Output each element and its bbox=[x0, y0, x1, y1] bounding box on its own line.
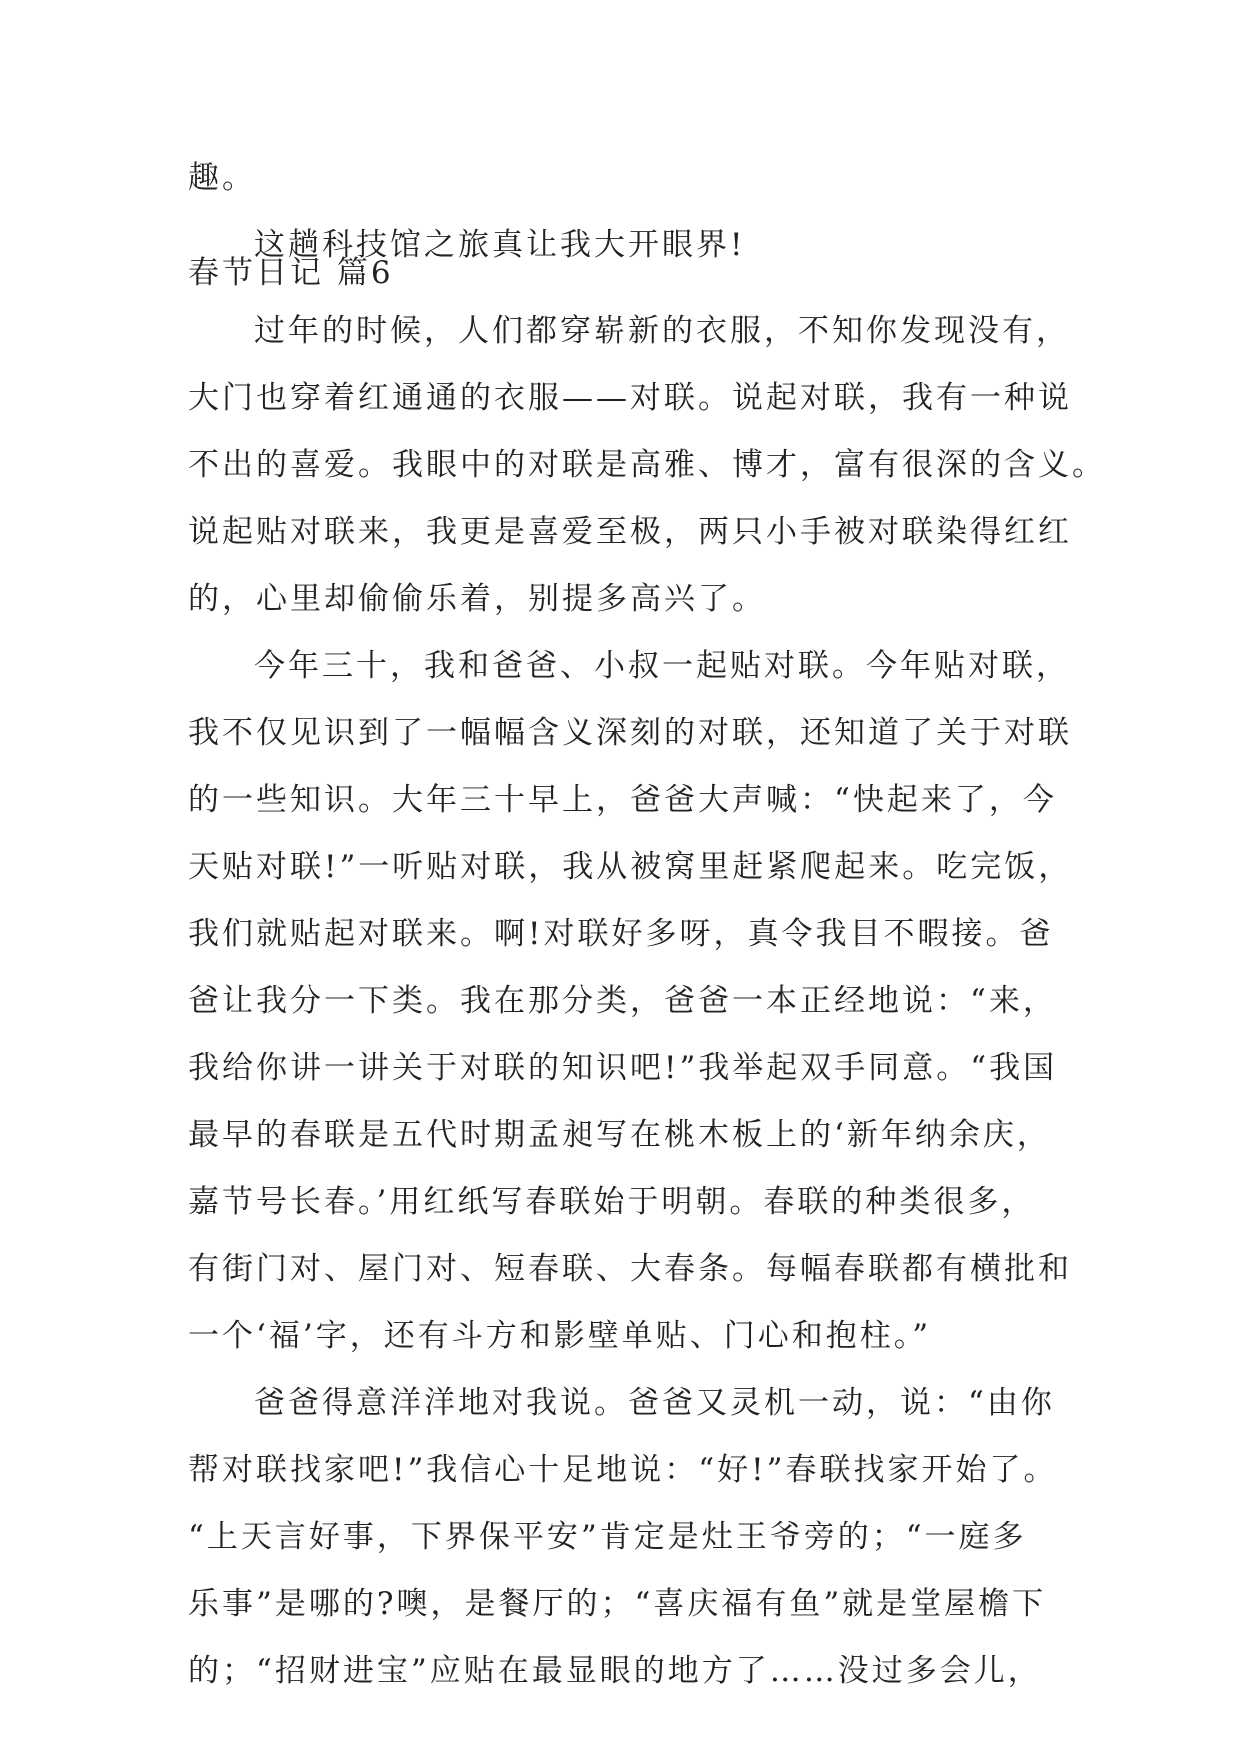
text-line: 乐事”是哪的?噢，是餐厅的；“喜庆福有鱼”就是堂屋檐下 bbox=[188, 1586, 1047, 1622]
text-line: 趣。 bbox=[188, 160, 256, 196]
text-line: 我们就贴起对联来。啊!对联好多呀，真令我目不暇接。爸 bbox=[188, 916, 1054, 952]
text-line: 嘉节号长春。’用红纸写春联始于明朝。春联的种类很多， bbox=[188, 1184, 1036, 1220]
text-line: 的一些知识。大年三十早上，爸爸大声喊：“快起来了，今 bbox=[188, 782, 1057, 818]
text-line: “上天言好事，下界保平安”肯定是灶王爷旁的；“一庭多 bbox=[188, 1519, 1027, 1555]
text-line: 的，心里却偷偷乐着，别提多高兴了。 bbox=[188, 581, 766, 617]
text-line: 我给你讲一讲关于对联的知识吧!”我举起双手同意。“我国 bbox=[188, 1050, 1058, 1086]
text-line: 一个‘福’字，还有斗方和影壁单贴、门心和抱柱。” bbox=[188, 1318, 932, 1354]
text-line: 今年三十，我和爸爸、小叔一起贴对联。今年贴对联， bbox=[254, 648, 1070, 684]
text-line: 大门也穿着红通通的衣服——对联。说起对联，我有一种说 bbox=[188, 380, 1072, 416]
text-line: 帮对联找家吧!”我信心十足地说：“好!”春联找家开始了。 bbox=[188, 1452, 1058, 1488]
text-line: 天贴对联!”一听贴对联，我从被窝里赶紧爬起来。吃完饭， bbox=[188, 849, 1073, 885]
section-heading: 春节日记 篇6 bbox=[188, 255, 394, 291]
text-line: 有街门对、屋门对、短春联、大春条。每幅春联都有横批和 bbox=[188, 1251, 1072, 1287]
text-line: 的；“招财进宝”应贴在最显眼的地方了……没过多会儿， bbox=[188, 1653, 1042, 1689]
text-line: 说起贴对联来，我更是喜爱至极，两只小手被对联染得红红 bbox=[188, 514, 1072, 550]
text-line: 这趟科技馆之旅真让我大开眼界! bbox=[254, 227, 746, 263]
text-line: 我不仅见识到了一幅幅含义深刻的对联，还知道了关于对联 bbox=[188, 715, 1072, 751]
text-line: 爸让我分一下类。我在那分类，爸爸一本正经地说：“来， bbox=[188, 983, 1057, 1019]
text-line: 爸爸得意洋洋地对我说。爸爸又灵机一动，说：“由你 bbox=[254, 1385, 1055, 1421]
text-line: 过年的时候，人们都穿崭新的衣服，不知你发现没有， bbox=[254, 313, 1070, 349]
text-line: 最早的春联是五代时期孟昶写在桃木板上的‘新年纳余庆， bbox=[188, 1117, 1051, 1153]
text-line: 不出的喜爱。我眼中的对联是高雅、博才，富有很深的含义。 bbox=[188, 447, 1106, 483]
